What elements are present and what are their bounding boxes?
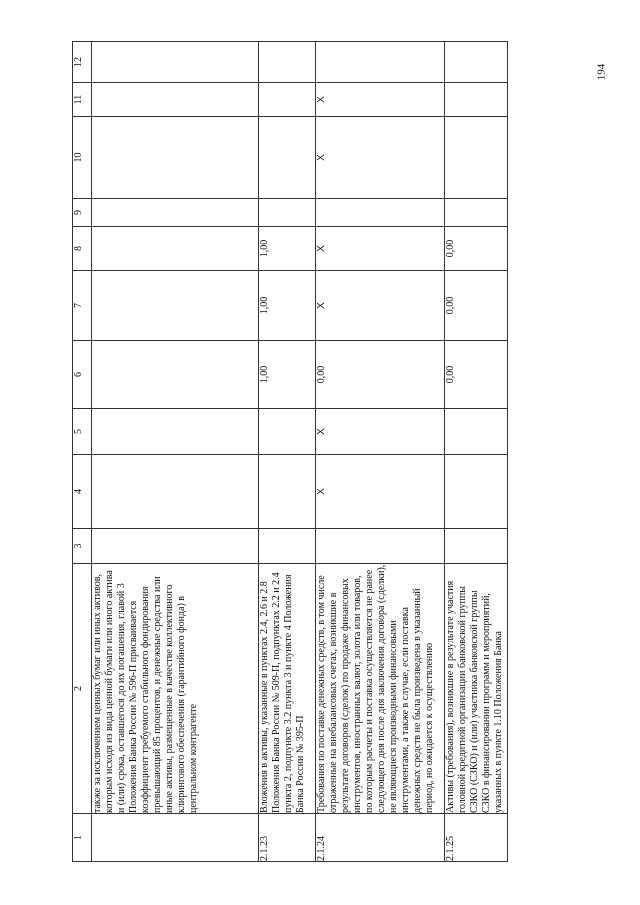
header-cell: 12: [73, 42, 92, 83]
header-row: [73, 42, 92, 862]
table-row: [445, 42, 508, 862]
table-row: [259, 42, 316, 862]
row-text: Активы (требования), возникшие в результате участия головной кредитной организации банковской группы СЗКО (СЗКО) и (или) участника банковской группы СЗКО в финансировании программ и мероприятий, указанных в пункте 1.10 Положения Банка: [445, 564, 508, 814]
cell-c6: 0,00: [316, 341, 445, 409]
cell-c7: 0,00: [445, 271, 508, 341]
row-id: 2.1.24: [316, 814, 445, 862]
cell-c9: [92, 199, 259, 227]
cell-c8: X: [316, 227, 445, 271]
cell-c5: X: [316, 409, 445, 455]
header-cell: 8: [73, 227, 92, 271]
page-number: 194: [595, 63, 608, 81]
row-text: Требования по поставке денежных средств, в том числе отраженные на внебалансовых счетах, возникшие в результате договоров (сделок) по продаже финансовых инструментов, иностранных валют, золота или товаров, по которым расчеты и поставка осуществляется не ранее следующего дня после дня заключения договора (сделки), не являющиеся производными финансовыми инструментами, а также в случае, если поставка денежных средств не была произведена в указанный период, но ожидается к осуществлению: [316, 564, 445, 814]
row-id: [92, 814, 259, 862]
header-cell: 10: [73, 117, 92, 199]
cell-c5: [92, 409, 259, 455]
cell-c11: [445, 83, 508, 117]
cell-c11: [259, 83, 316, 117]
row-id: 2.1.23: [259, 814, 316, 862]
cell-c12: [92, 42, 259, 83]
cell-c4: [92, 455, 259, 529]
cell-c3: [445, 529, 508, 564]
cell-c6: [92, 341, 259, 409]
cell-c10: [259, 117, 316, 199]
header-cell: 11: [73, 83, 92, 117]
table-row: [316, 42, 445, 862]
cell-c5: [259, 409, 316, 455]
cell-c3: [259, 529, 316, 564]
cell-c8: [92, 227, 259, 271]
header-cell: 9: [73, 199, 92, 227]
cell-c10: [92, 117, 259, 199]
cell-c11: X: [316, 83, 445, 117]
cell-c10: X: [316, 117, 445, 199]
rotated-table-container: [72, 42, 502, 862]
cell-c3: [92, 529, 259, 564]
row-text: Вложения в активы, указанные в пунктах 2.4, 2.6 и 2.8 Положения Банка России № 509-П, подпунктах 2.2 и 2.4 пункта 2, подпункте 3.2 пункта 3 и пункте 4 Положения Банка России № 395-П: [259, 564, 316, 814]
cell-c3: [316, 529, 445, 564]
cell-c6: 0,00: [445, 341, 508, 409]
cell-c8: 1,00: [259, 227, 316, 271]
header-cell: 5: [73, 409, 92, 455]
header-cell: 6: [73, 341, 92, 409]
cell-c4: [445, 455, 508, 529]
header-cell: 3: [73, 529, 92, 564]
cell-c10: [445, 117, 508, 199]
cell-c9: [259, 199, 316, 227]
header-cell: 1: [73, 814, 92, 862]
cell-c6: 1,00: [259, 341, 316, 409]
header-cell: 4: [73, 455, 92, 529]
cell-c12: [259, 42, 316, 83]
row-text: также за исключением ценных бумаг или иных активов, которым исходя из вида ценной бумаги или иного актива и (или) срока, оставшегося до их погашения, главой 3 Положения Банка России № 596-П присваивается коэффициент требуемого стабильного фондирования превышающий 85 процентов, и денежные средства или иные активы, размещенные в качестве коллективного клирингового обеспечения (гарантийного фонда) в центральном контрагенте: [92, 564, 259, 814]
cell-c12: [316, 42, 445, 83]
data-table: [72, 41, 508, 862]
table-row: [92, 42, 259, 862]
cell-c9: [316, 199, 445, 227]
header-cell: 2: [73, 564, 92, 814]
cell-c9: [445, 199, 508, 227]
cell-c7: X: [316, 271, 445, 341]
cell-c5: [445, 409, 508, 455]
cell-c4: X: [316, 455, 445, 529]
cell-c11: [92, 83, 259, 117]
cell-c12: [445, 42, 508, 83]
row-id: 2.1.25: [445, 814, 508, 862]
cell-c7: [92, 271, 259, 341]
cell-c7: 1,00: [259, 271, 316, 341]
cell-c8: 0,00: [445, 227, 508, 271]
cell-c4: [259, 455, 316, 529]
header-cell: 7: [73, 271, 92, 341]
